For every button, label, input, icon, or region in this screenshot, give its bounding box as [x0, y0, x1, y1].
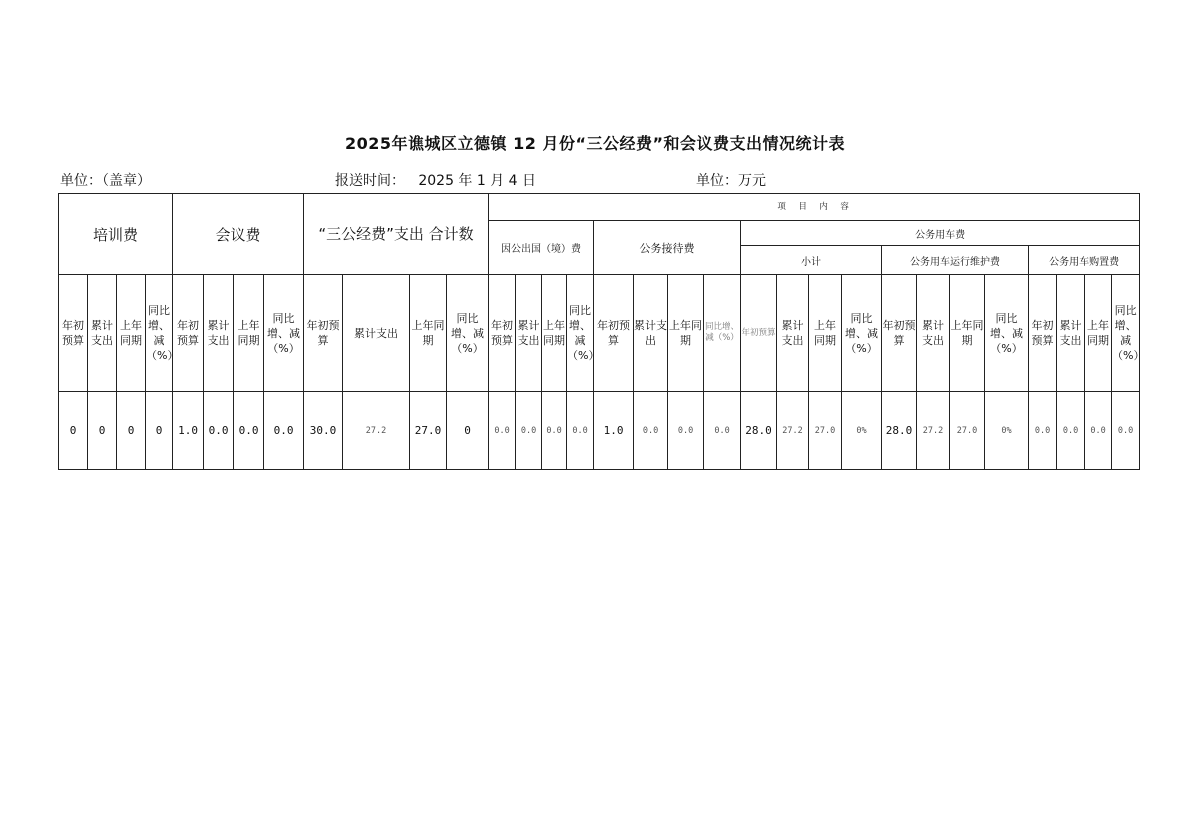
group-sangong-total: “三公经费”支出 合计数	[304, 194, 489, 275]
sub-car: 公务用车费	[741, 221, 1140, 246]
col-header-24: 年初预算	[882, 275, 917, 392]
value-cell-7: 0.0	[264, 392, 304, 470]
col-header-25: 累计支出	[917, 275, 950, 392]
col-header-9: 累计支出	[343, 275, 410, 392]
col-header-30: 上年同期	[1085, 275, 1112, 392]
col-header-16: 年初预算	[594, 275, 634, 392]
col-header-14: 上年同期	[542, 275, 567, 392]
report-time-label: 报送时间： 2025 年 1 月 4 日	[335, 173, 537, 189]
value-cell-29: 0.0	[1057, 392, 1085, 470]
value-cell-12: 0.0	[489, 392, 516, 470]
col-header-18: 上年同期	[668, 275, 704, 392]
value-cell-18: 0.0	[668, 392, 704, 470]
col-header-6: 上年同期	[234, 275, 264, 392]
value-cell-28: 0.0	[1029, 392, 1057, 470]
column-header-row	[59, 275, 1140, 392]
col-header-1: 累计支出	[88, 275, 117, 392]
value-cell-15: 0.0	[567, 392, 594, 470]
col-header-8: 年初预算	[304, 275, 343, 392]
sub-car-subtotal: 小计	[741, 246, 882, 275]
value-cell-24: 28.0	[882, 392, 917, 470]
value-cell-19: 0.0	[704, 392, 741, 470]
col-header-10: 上年同期	[410, 275, 447, 392]
col-header-5: 累计支出	[204, 275, 234, 392]
unit-seal-label: 单位：（盖章）	[60, 173, 151, 189]
col-header-29: 累计支出	[1057, 275, 1085, 392]
col-header-27: 同比增、减（%）	[985, 275, 1029, 392]
value-cell-23: 0%	[842, 392, 882, 470]
col-header-13: 累计支出	[516, 275, 542, 392]
col-header-17: 累计支出	[634, 275, 668, 392]
sub-abroad: 因公出国（境）费	[489, 221, 594, 275]
value-cell-0: 0	[59, 392, 88, 470]
group-meeting: 会议费	[173, 194, 304, 275]
value-cell-5: 0.0	[204, 392, 234, 470]
col-header-21: 累计支出	[777, 275, 809, 392]
value-cell-30: 0.0	[1085, 392, 1112, 470]
value-cell-4: 1.0	[173, 392, 204, 470]
sub-car-purchase: 公务用车购置费	[1029, 246, 1140, 275]
value-cell-6: 0.0	[234, 392, 264, 470]
value-cell-20: 28.0	[741, 392, 777, 470]
col-header-3: 同比增、减（%）	[146, 275, 173, 392]
value-cell-1: 0	[88, 392, 117, 470]
col-header-2: 上年同期	[117, 275, 146, 392]
sub-car-running: 公务用车运行维护费	[882, 246, 1029, 275]
col-header-19: 同比增、减（%）	[704, 275, 741, 392]
col-header-7: 同比增、减（%）	[264, 275, 304, 392]
col-header-15: 同比增、减（%）	[567, 275, 594, 392]
col-header-0: 年初预算	[59, 275, 88, 392]
col-header-26: 上年同期	[950, 275, 985, 392]
value-cell-21: 27.2	[777, 392, 809, 470]
group-items: 项 目 内 容	[489, 194, 1140, 221]
value-cell-27: 0%	[985, 392, 1029, 470]
col-header-22: 上年同期	[809, 275, 842, 392]
col-header-11: 同比增、减（%）	[447, 275, 489, 392]
value-cell-10: 27.0	[410, 392, 447, 470]
value-cell-22: 27.0	[809, 392, 842, 470]
col-header-23: 同比增、减（%）	[842, 275, 882, 392]
value-cell-25: 27.2	[917, 392, 950, 470]
page-title: 2025年谯城区立德镇 12 月份“三公经费”和会议费支出情况统计表	[345, 134, 845, 153]
value-cell-14: 0.0	[542, 392, 567, 470]
value-row	[59, 392, 1140, 470]
value-cell-2: 0	[117, 392, 146, 470]
sub-reception: 公务接待费	[594, 221, 741, 275]
value-cell-16: 1.0	[594, 392, 634, 470]
value-cell-26: 27.0	[950, 392, 985, 470]
col-header-4: 年初预算	[173, 275, 204, 392]
value-cell-9: 27.2	[343, 392, 410, 470]
value-cell-31: 0.0	[1112, 392, 1140, 470]
unit-money-label: 单位：万元	[696, 173, 766, 189]
value-cell-13: 0.0	[516, 392, 542, 470]
col-header-12: 年初预算	[489, 275, 516, 392]
expense-table	[58, 193, 1145, 470]
col-header-28: 年初预算	[1029, 275, 1057, 392]
group-training: 培训费	[59, 194, 173, 275]
col-header-20: 年初预算	[741, 275, 777, 392]
value-cell-17: 0.0	[634, 392, 668, 470]
value-cell-3: 0	[146, 392, 173, 470]
value-cell-11: 0	[447, 392, 489, 470]
value-cell-8: 30.0	[304, 392, 343, 470]
col-header-31: 同比增、减（%）	[1112, 275, 1140, 392]
